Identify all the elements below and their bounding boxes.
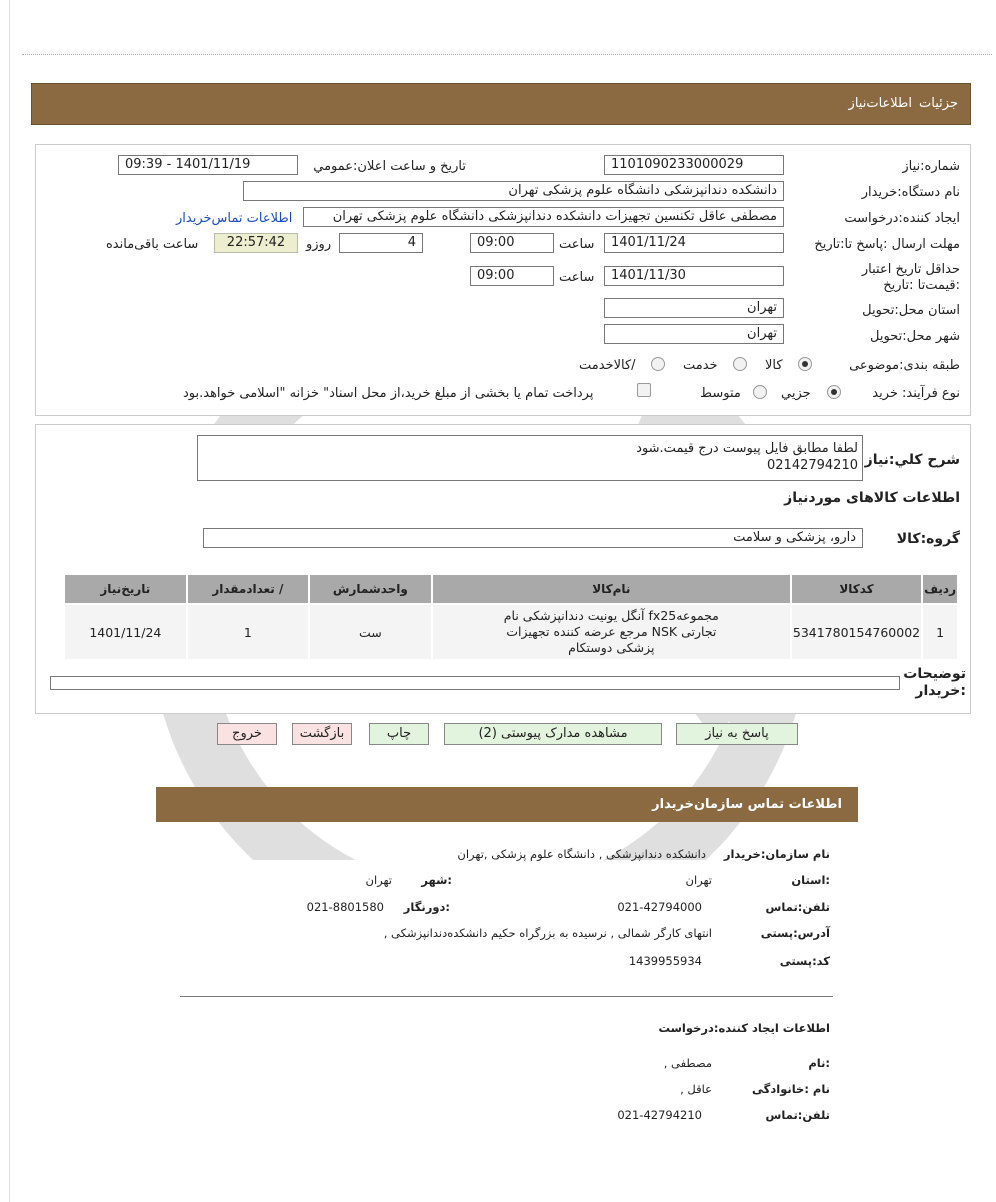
deadline-time-label: ساعت (559, 237, 595, 252)
description-line-1: لطفا مطابق فایل پیوست درج قیمت.شود (636, 441, 858, 456)
contact-org-label: نام سازمان:خریدار (723, 847, 830, 861)
buyer-contact-link[interactable]: اطلاعات تماس‌خریدار (176, 211, 293, 226)
requester-phone-label: تلفن:تماس (765, 1108, 830, 1122)
cell-row: 1 (923, 605, 957, 659)
validity-time-field: 09:00 (470, 266, 554, 286)
page-header-bar (31, 83, 971, 125)
requester-family-value: عاقل , (680, 1082, 712, 1096)
validity-date-field: 1401/11/30 (604, 266, 784, 286)
city-label: شهر محل:تحویل (870, 329, 960, 344)
buyer-notes-field (50, 676, 900, 690)
contact-phone-value: 021-42794000 (617, 900, 702, 914)
category-service-label: خدمت (683, 358, 718, 373)
treasury-payment-checkbox[interactable] (637, 383, 651, 397)
treasury-payment-note: پرداخت تمام یا بخشی از مبلغ خرید،از محل اسناد" خزانه "اسلامی خواهد.بود (183, 386, 594, 401)
col-name: نام‌کالا (433, 575, 790, 603)
buyer-org-label: نام دستگاه:خریدار (861, 185, 960, 200)
col-code: کدکالا (792, 575, 921, 603)
contact-province-label: :استان (791, 873, 830, 887)
requester-title: اطلاعات ایجاد کننده:درخواست (658, 1021, 830, 1035)
contact-fax-label: :دورنگار (403, 900, 450, 914)
contact-province-value: تهران (685, 873, 712, 887)
remaining-label: ساعت باقی‌مانده (106, 237, 199, 252)
category-both-radio[interactable] (651, 357, 665, 371)
cell-code: 5341780154760002 (792, 605, 921, 659)
deadline-label: مهلت ارسال :پاسخ تا:تاریخ (814, 237, 960, 252)
creator-field: مصطفی عاقل تکنسین تجهیزات دانشکده دندانپزشکی دانشگاه علوم پزشکی تهران (303, 207, 784, 227)
contact-divider (180, 996, 833, 997)
validity-time-label: ساعت (559, 270, 595, 285)
col-unit: واحدشمارش (310, 575, 431, 603)
creator-label: ایجاد کننده:درخواست (844, 211, 960, 226)
days-label: روزو (306, 237, 332, 252)
col-qty: / تعدادمقدار (188, 575, 308, 603)
top-divider (22, 54, 992, 55)
cell-name: مجموعهfx25 آنگل یونیت دندانپزشکی نام تجارتی NSK مرجع عرضه کننده تجهیزات پزشکی دوستکام (433, 605, 790, 659)
contact-title: اطلاعات تماس سازمان‌خریدار (652, 797, 842, 812)
contact-header-bar (156, 787, 858, 822)
tab-details[interactable]: جزئیات (919, 96, 958, 111)
description-box (197, 435, 863, 481)
contact-phone-label: تلفن:تماس (765, 900, 830, 914)
goods-table (63, 573, 959, 661)
announce-label: تاریخ و ساعت اعلان:عمومي (313, 159, 466, 174)
exit-button[interactable]: خروج (217, 723, 277, 745)
category-service-radio[interactable] (733, 357, 747, 371)
requester-family-label: نام :خانوادگی (752, 1082, 830, 1096)
left-border (9, 0, 10, 1202)
need-number-label: شماره:نیاز (902, 159, 960, 174)
province-label: استان محل:تحویل (862, 303, 960, 318)
requester-name-label: :نام (808, 1056, 830, 1070)
category-goods-label: کالا (765, 358, 783, 373)
contact-org-value: دانشکده دندانپزشکی , دانشگاه علوم پزشکی ,تهران (457, 847, 706, 861)
goods-info-title: اطلاعات کالاهای موردنیاز (784, 490, 960, 506)
deadline-time-field: 09:00 (470, 233, 554, 253)
col-row: ردیف (923, 575, 957, 603)
process-type-label: نوع فرآیند: خرید (872, 386, 960, 401)
category-label: طبقه بندی:موضوعی (849, 358, 960, 373)
process-medium-label: متوسط (700, 386, 741, 401)
category-both-label: /کالاخدمت (579, 358, 636, 373)
buyer-org-field: دانشکده دندانپزشکی دانشگاه علوم پزشکی تهران (243, 181, 784, 201)
contact-address-label: آدرس:پستی (760, 926, 830, 940)
goods-group-field: دارو، پزشکی و سلامت (203, 528, 863, 548)
contact-fax-value: 021-8801580 (306, 900, 384, 914)
back-button[interactable]: بازگشت (292, 723, 352, 745)
announce-field: 1401/11/19 - 09:39 (118, 155, 298, 175)
col-date: تاریخ‌نیاز (65, 575, 186, 603)
contact-city-label: :شهر (421, 873, 452, 887)
contact-postal-value: 1439955934 (628, 954, 702, 968)
remaining-timer: 22:57:42 (214, 233, 298, 253)
process-minor-radio[interactable] (827, 385, 841, 399)
view-documents-button[interactable]: مشاهده مدارک پیوستی (2) (444, 723, 662, 745)
tab-need-info[interactable]: اطلاعات‌نیاز (848, 96, 912, 111)
validity-label: حداقل تاریخ اعتبار :قیمت‌تا :تاریخ (861, 262, 960, 293)
goods-group-label: گروه:کالا (896, 531, 960, 547)
goods-table-header (65, 575, 957, 603)
contact-city-value: تهران (365, 873, 392, 887)
process-medium-radio[interactable] (753, 385, 767, 399)
need-number-field: 1101090233000029 (604, 155, 784, 175)
process-minor-label: جزيي (781, 386, 811, 401)
requester-phone-value: 021-42794210 (617, 1108, 702, 1122)
description-label: شرح کلي:نیاز (864, 452, 960, 468)
days-field: 4 (339, 233, 423, 253)
contact-postal-label: کد:پستی (779, 954, 830, 968)
cell-date: 1401/11/24 (65, 605, 186, 659)
requester-name-value: مصطفی , (663, 1056, 712, 1070)
cell-qty: 1 (188, 605, 308, 659)
contact-address-value: انتهای کارگر شمالی , نرسیده به بزرگراه حکیم دانشکده‌دندانپزشکی , (383, 926, 712, 940)
cell-unit: ست (310, 605, 431, 659)
description-line-2: 02142794210 (767, 458, 858, 473)
city-field: تهران (604, 324, 784, 344)
deadline-date-field: 1401/11/24 (604, 233, 784, 253)
print-button[interactable]: چاپ (369, 723, 429, 745)
province-field: تهران (604, 298, 784, 318)
reply-button[interactable]: پاسخ به نیاز (676, 723, 798, 745)
category-goods-radio[interactable] (798, 357, 812, 371)
buyer-notes-label: توضیحات :خریدار (903, 666, 966, 699)
table-row (65, 605, 957, 659)
